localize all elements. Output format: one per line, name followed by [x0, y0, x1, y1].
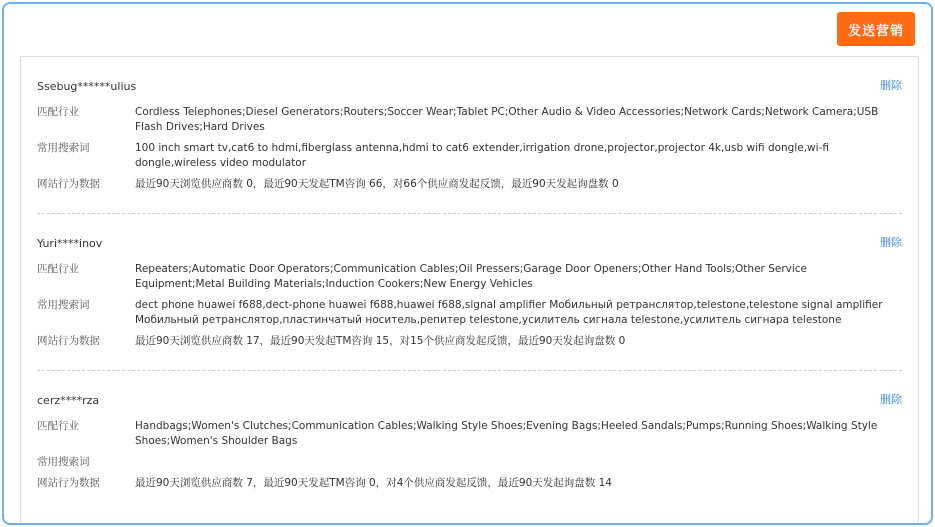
- industry-row: [37, 262, 902, 292]
- industry-value: Handbags;Women's Clutches;Communication Cables;Walking Style Shoes;Evening Bags;Heeled Sandals;Pumps;Running Shoes;Walking Style Shoes;Women's Shoulder Bags: [135, 420, 878, 447]
- keywords-value: dect phone huawei f688,dect-phone huawei f688,huawei f688,signal amplifier Мобильный ретранслятор,telestone,telestone signal amplifier Мобильный ретранслятор,пластинчатый носитель,репитер telestone,усилитель сигнала telestone,усилитель сигнара telestone: [135, 299, 883, 326]
- keywords-label: 常用搜索词: [37, 456, 90, 468]
- buyer-card: [37, 57, 902, 214]
- behavior-value: 最近90天浏览供应商数 0，最近90天发起TM咨询 66，对66个供应商发起反馈，最近90天发起询盘数 0: [135, 178, 619, 190]
- buyer-name: Ssebug******ulius: [37, 80, 137, 93]
- industry-value: Repeaters;Automatic Door Operators;Communication Cables;Oil Pressers;Garage Door Openers;Other Hand Tools;Other Service Equipment;Metal Building Materials;Induction Cookers;New Energy Vehicles: [135, 263, 807, 290]
- industry-row: [37, 105, 902, 135]
- keywords-row: [37, 455, 902, 470]
- buyer-name: cerz****rza: [37, 394, 100, 407]
- behavior-row: [37, 177, 902, 192]
- buyer-card: [37, 371, 902, 525]
- industry-label: 匹配行业: [37, 263, 79, 275]
- buyer-list-panel: [20, 56, 919, 525]
- delete-link[interactable]: 删除: [880, 79, 902, 92]
- behavior-row: [37, 334, 902, 349]
- keywords-value: 100 inch smart tv,cat6 to hdmi,fiberglass antenna,hdmi to cat6 extender,irrigation drone,projector,projector 4k,usb wifi dongle,wi-fi dongle,wireless video modulator: [135, 142, 829, 169]
- buyer-name: Yuri****inov: [37, 237, 103, 250]
- behavior-label: 网站行为数据: [37, 178, 100, 190]
- send-marketing-button[interactable]: 发送营销: [837, 12, 915, 46]
- industry-label: 匹配行业: [37, 106, 79, 118]
- behavior-label: 网站行为数据: [37, 335, 100, 347]
- behavior-row: [37, 476, 902, 491]
- delete-link[interactable]: 删除: [880, 236, 902, 249]
- behavior-value: 最近90天浏览供应商数 7，最近90天发起TM咨询 0，对4个供应商发起反馈，最近90天发起询盘数 14: [135, 477, 612, 489]
- main-frame: [2, 2, 933, 525]
- keywords-value: [135, 455, 902, 470]
- keywords-row: [37, 298, 902, 328]
- keywords-label: 常用搜索词: [37, 142, 90, 154]
- keywords-row: [37, 141, 902, 171]
- industry-value: Cordless Telephones;Diesel Generators;Routers;Soccer Wear;Tablet PC;Other Audio & Video Accessories;Network Cards;Network Camera;USB Flash Drives;Hard Drives: [135, 106, 879, 133]
- behavior-label: 网站行为数据: [37, 477, 100, 489]
- behavior-value: 最近90天浏览供应商数 17，最近90天发起TM咨询 15，对15个供应商发起反馈，最近90天发起询盘数 0: [135, 335, 626, 347]
- delete-link[interactable]: 删除: [880, 393, 902, 406]
- buyer-card: [37, 214, 902, 371]
- keywords-label: 常用搜索词: [37, 299, 90, 311]
- industry-label: 匹配行业: [37, 420, 79, 432]
- industry-row: [37, 419, 902, 449]
